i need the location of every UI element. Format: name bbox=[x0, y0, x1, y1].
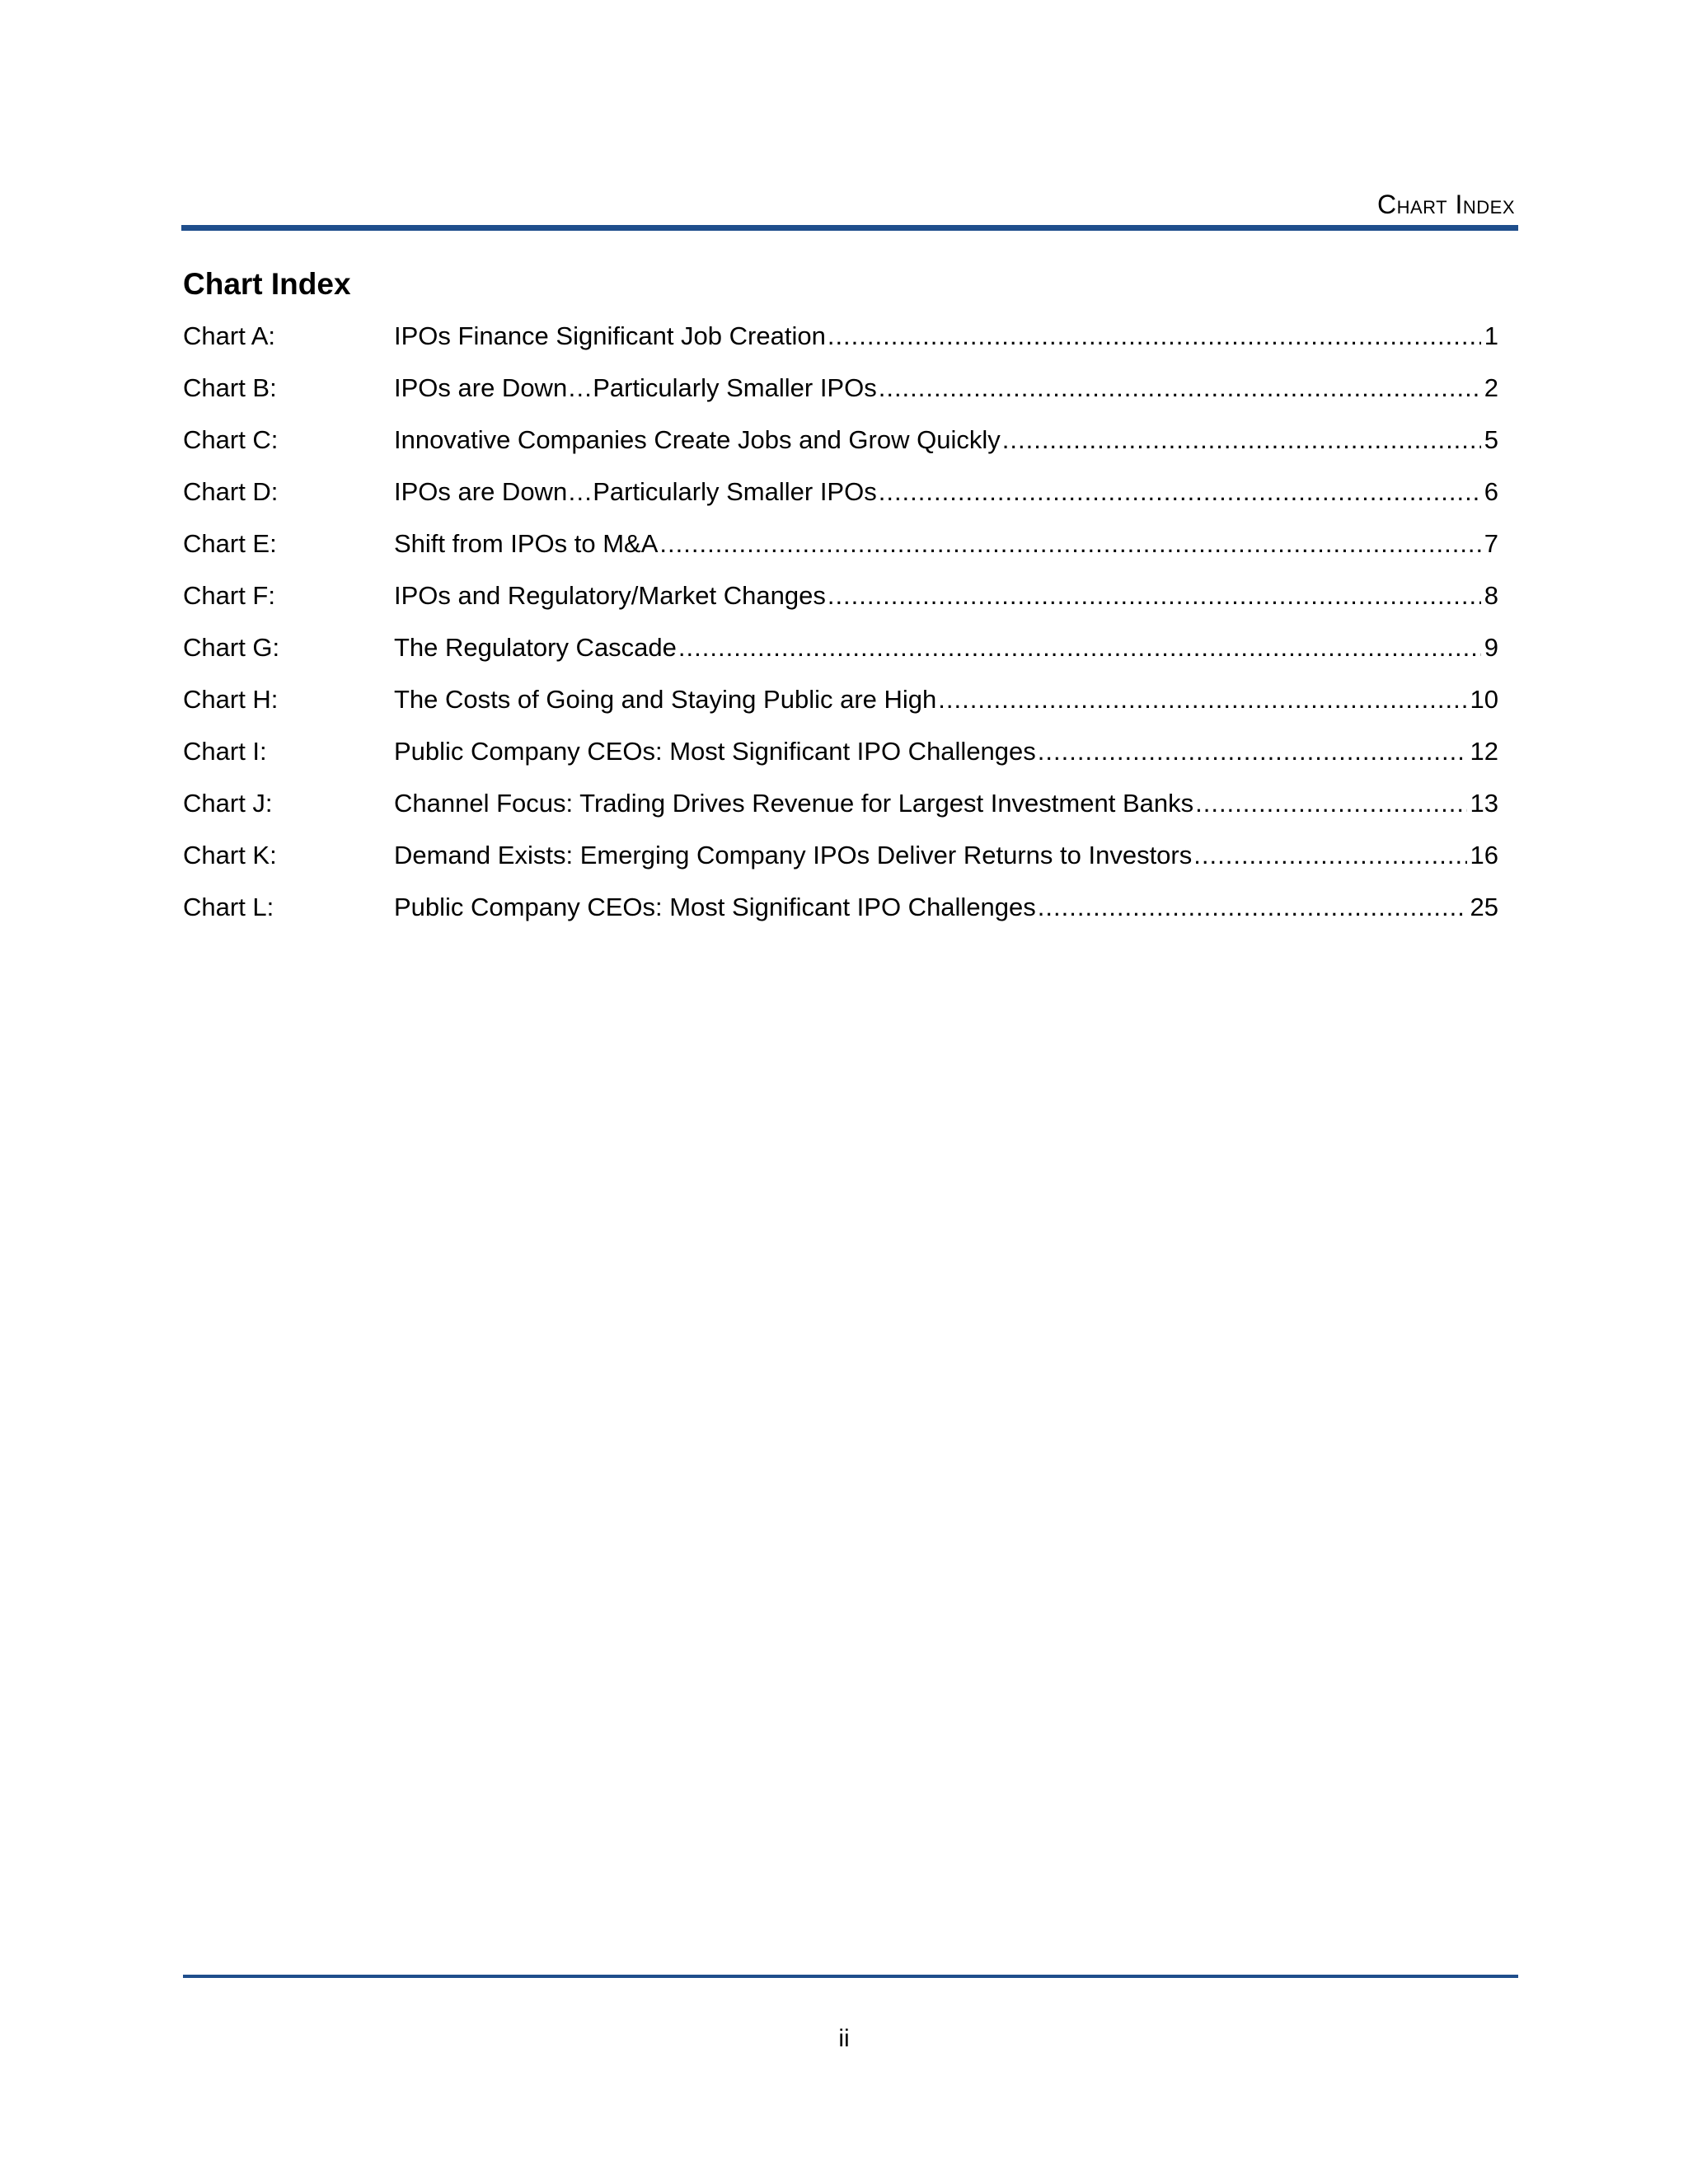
toc-entry-label: Chart E: bbox=[183, 529, 277, 558]
toc-entry[interactable] bbox=[183, 579, 1498, 631]
toc-entry-page: 16 bbox=[1470, 841, 1498, 869]
toc-entry-label: Chart H: bbox=[183, 685, 279, 714]
toc-entry-label: Chart K: bbox=[183, 841, 277, 869]
dot-leader bbox=[1038, 891, 1467, 924]
toc-entry-label: Chart L: bbox=[183, 893, 274, 921]
running-header: Chart Index bbox=[1376, 190, 1515, 219]
toc-entry[interactable] bbox=[183, 527, 1498, 579]
chart-index-list bbox=[183, 320, 1498, 943]
toc-entry-page: 9 bbox=[1484, 633, 1498, 662]
dot-leader bbox=[1193, 839, 1466, 872]
toc-entry[interactable] bbox=[183, 683, 1498, 735]
dot-leader bbox=[1002, 424, 1481, 457]
toc-entry-title: IPOs are Down…Particularly Smaller IPOs bbox=[394, 477, 877, 506]
toc-entry-label: Chart A: bbox=[183, 321, 275, 350]
toc-entry-page: 5 bbox=[1484, 425, 1498, 454]
dot-leader bbox=[1038, 735, 1467, 768]
dot-leader bbox=[828, 320, 1481, 353]
toc-entry[interactable] bbox=[183, 372, 1498, 424]
toc-entry-title: Innovative Companies Create Jobs and Grow Quickly bbox=[394, 425, 1001, 454]
toc-entry-title: The Costs of Going and Staying Public are High bbox=[394, 685, 937, 714]
toc-entry-page: 25 bbox=[1470, 893, 1498, 921]
toc-entry[interactable] bbox=[183, 424, 1498, 476]
toc-entry-label: Chart F: bbox=[183, 581, 275, 610]
dot-leader bbox=[879, 476, 1481, 509]
toc-entry-title: IPOs are Down…Particularly Smaller IPOs bbox=[394, 373, 877, 402]
page-title: Chart Index bbox=[183, 267, 351, 301]
toc-entry-page: 7 bbox=[1484, 529, 1498, 558]
toc-entry-title: Shift from IPOs to M&A bbox=[394, 529, 659, 558]
toc-entry-label: Chart B: bbox=[183, 373, 277, 402]
toc-entry-label: Chart C: bbox=[183, 425, 279, 454]
toc-entry[interactable] bbox=[183, 891, 1498, 943]
toc-entry-title: IPOs and Regulatory/Market Changes bbox=[394, 581, 826, 610]
dot-leader bbox=[938, 683, 1466, 716]
dot-leader bbox=[828, 579, 1481, 612]
toc-entry-page: 6 bbox=[1484, 477, 1498, 506]
toc-entry-label: Chart J: bbox=[183, 789, 273, 818]
toc-entry-page: 10 bbox=[1470, 685, 1498, 714]
toc-entry-label: Chart D: bbox=[183, 477, 279, 506]
toc-entry-title: Public Company CEOs: Most Significant IPO Challenges bbox=[394, 737, 1036, 766]
toc-entry-title: Public Company CEOs: Most Significant IPO Challenges bbox=[394, 893, 1036, 921]
toc-entry-title: The Regulatory Cascade bbox=[394, 633, 677, 662]
toc-entry-title: Channel Focus: Trading Drives Revenue for Largest Investment Banks bbox=[394, 789, 1194, 818]
dot-leader bbox=[1195, 787, 1466, 820]
toc-entry[interactable] bbox=[183, 476, 1498, 527]
page-number: ii bbox=[838, 2025, 850, 2052]
toc-entry-title: IPOs Finance Significant Job Creation bbox=[394, 321, 826, 350]
toc-entry[interactable] bbox=[183, 839, 1498, 891]
toc-entry[interactable] bbox=[183, 787, 1498, 839]
dot-leader bbox=[879, 372, 1481, 405]
toc-entry-label: Chart I: bbox=[183, 737, 267, 766]
toc-entry[interactable] bbox=[183, 631, 1498, 683]
toc-entry-page: 1 bbox=[1484, 321, 1498, 350]
toc-entry-page: 13 bbox=[1470, 789, 1498, 818]
toc-entry[interactable] bbox=[183, 320, 1498, 372]
dot-leader bbox=[659, 527, 1480, 560]
header-rule bbox=[181, 225, 1518, 231]
toc-entry-page: 8 bbox=[1484, 581, 1498, 610]
dot-leader bbox=[678, 631, 1481, 664]
toc-entry[interactable] bbox=[183, 735, 1498, 787]
footer-rule bbox=[183, 1975, 1518, 1978]
toc-entry-page: 2 bbox=[1484, 373, 1498, 402]
toc-entry-page: 12 bbox=[1470, 737, 1498, 766]
toc-entry-label: Chart G: bbox=[183, 633, 280, 662]
toc-entry-title: Demand Exists: Emerging Company IPOs Deliver Returns to Investors bbox=[394, 841, 1193, 869]
